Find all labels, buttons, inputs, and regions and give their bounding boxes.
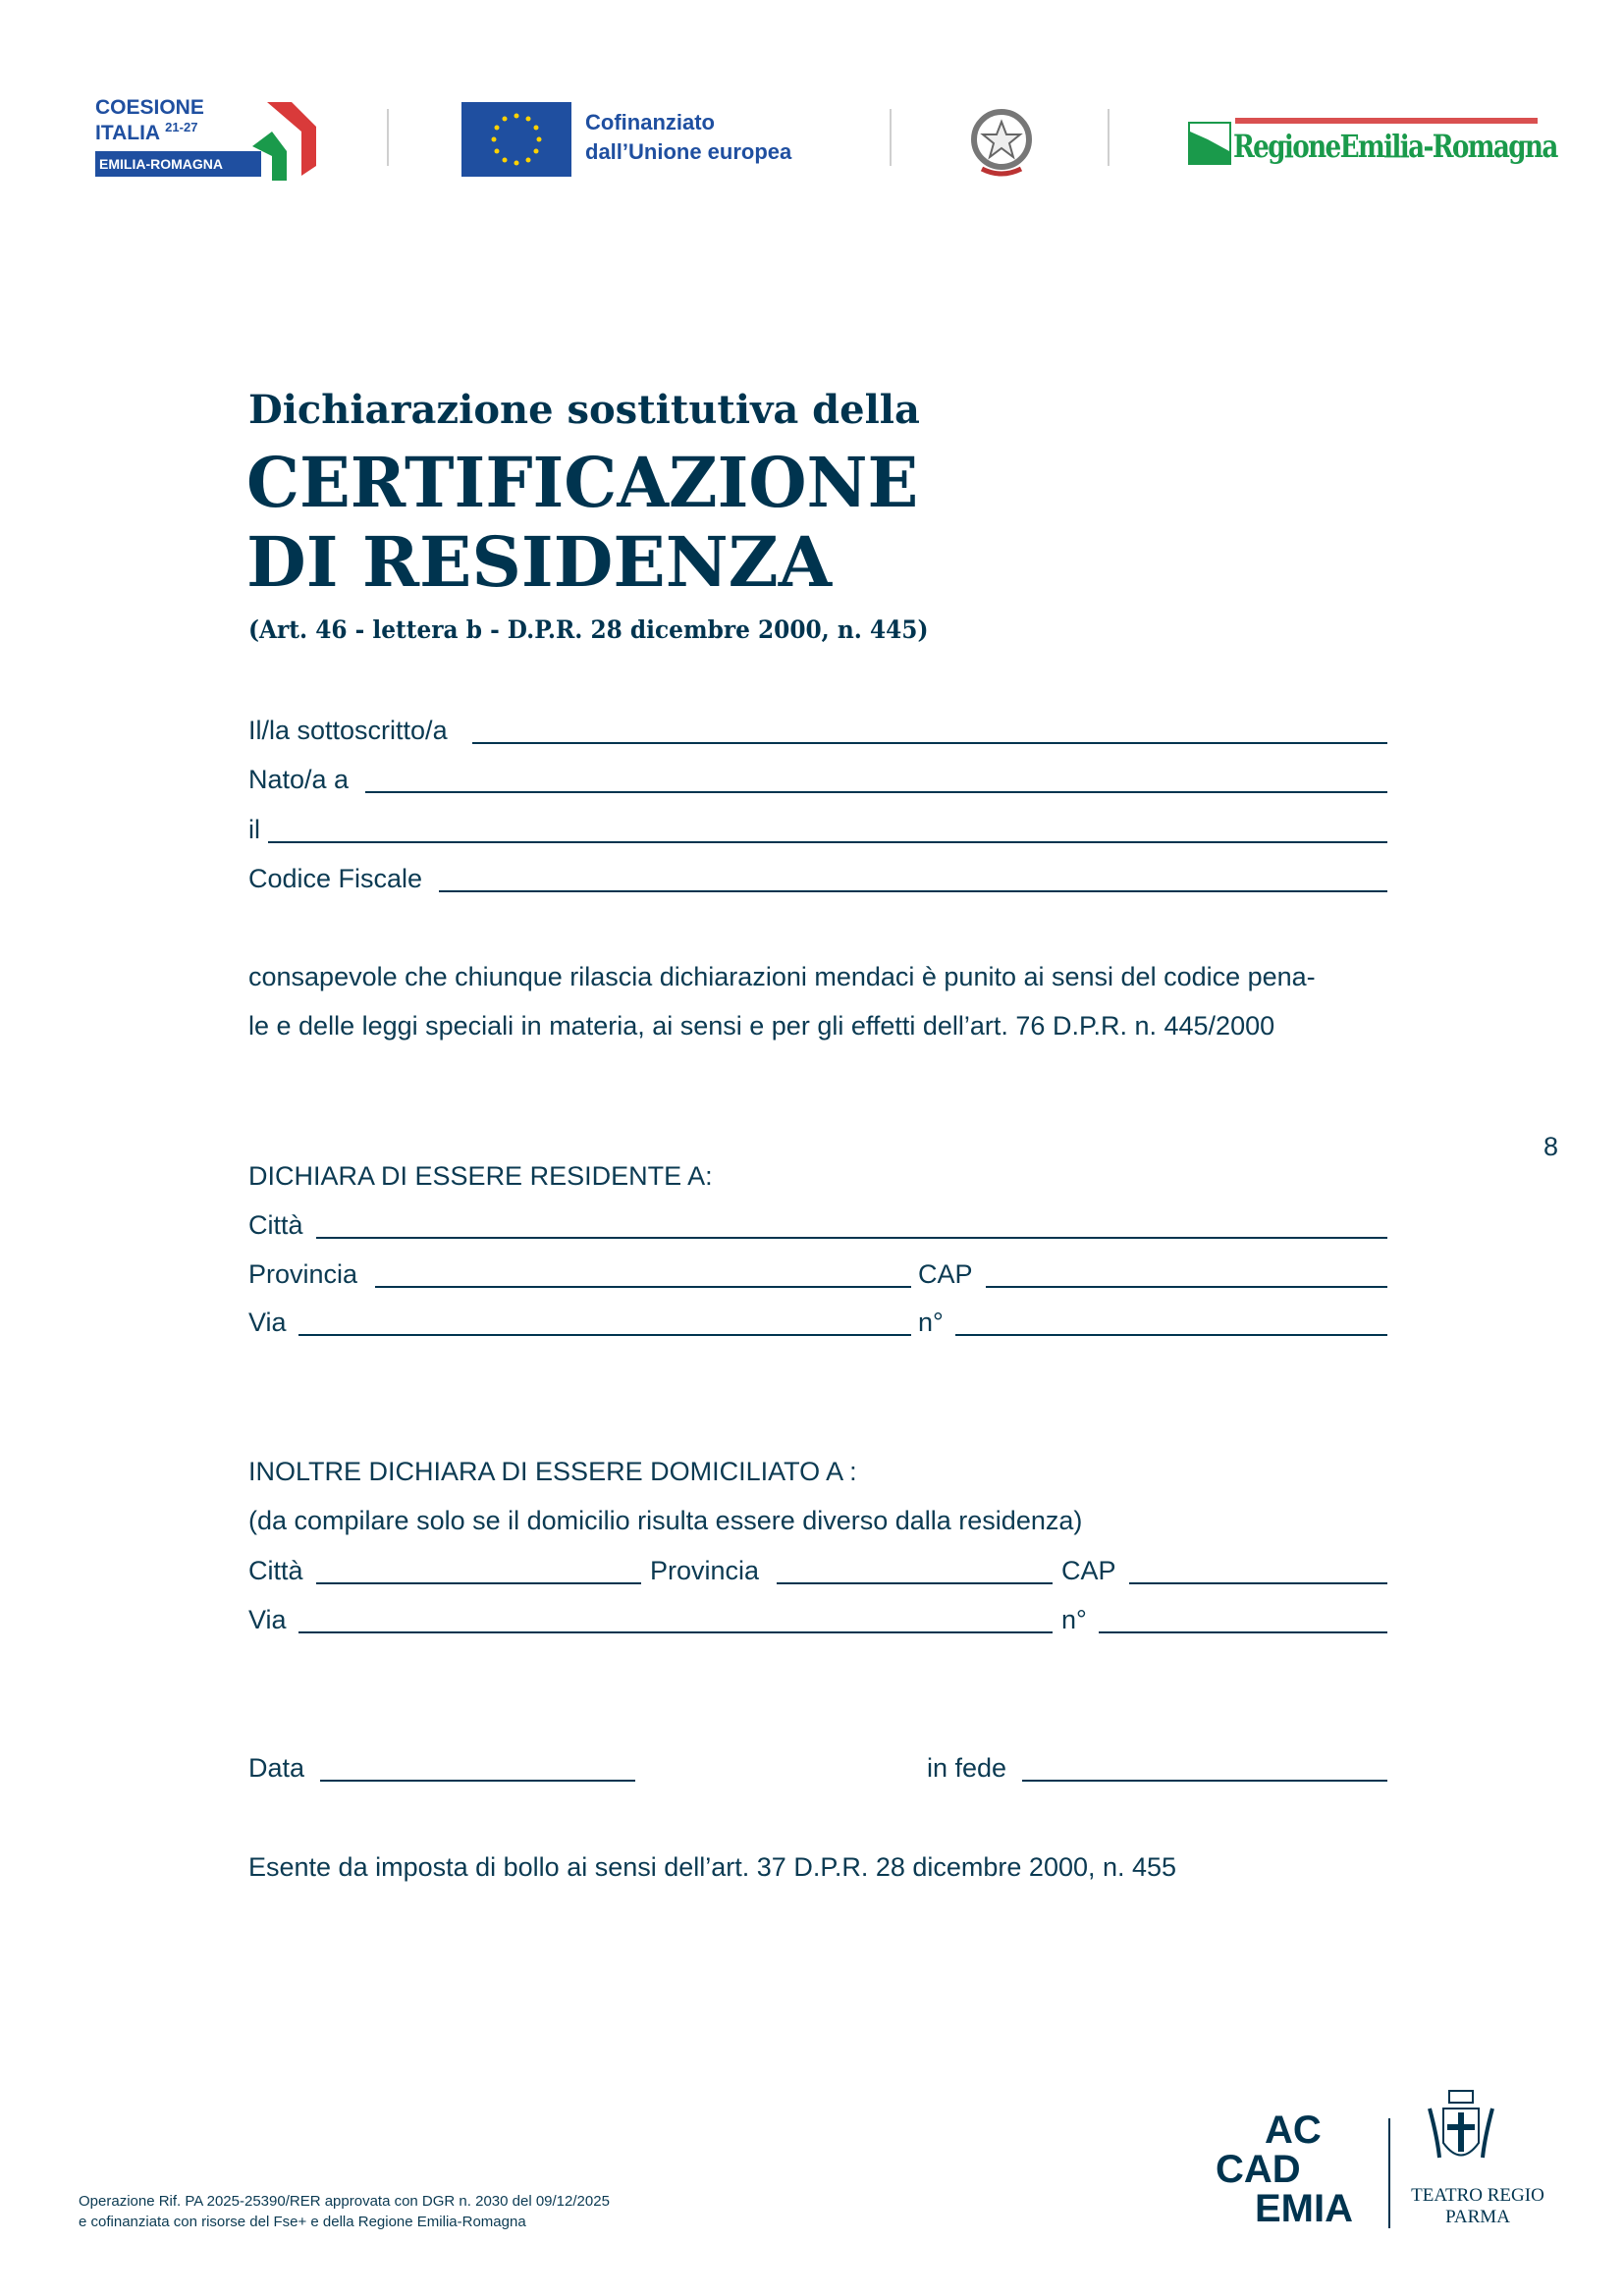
awareness-line1: consapevole che chiunque rilascia dichiarazioni mendaci è punito ai sensi del codice pena- xyxy=(248,962,1316,991)
divider xyxy=(1388,2118,1390,2228)
logo-eu: Cofinanziato dall’Unione europea xyxy=(461,102,825,177)
document-title-line2: DI RESIDENZA xyxy=(246,521,833,603)
field-dom-province[interactable] xyxy=(777,1582,1053,1584)
field-name[interactable] xyxy=(472,742,1387,744)
field-res-province[interactable] xyxy=(375,1286,911,1288)
domicile-note: (da compilare solo se il domicilio risulta essere diverso dalla residenza) xyxy=(248,1506,1083,1535)
footer-note: Operazione Rif. PA 2025-25390/RER approvata con DGR n. 2030 del 09/12/2025 e cofinanziata con risorse del Fse+ e della Regione Emilia-Romagna xyxy=(79,2193,610,2230)
divider xyxy=(890,109,892,166)
label-res-city: Città xyxy=(248,1210,303,1240)
divider xyxy=(1108,109,1110,166)
divider xyxy=(387,109,389,166)
label-res-number: n° xyxy=(918,1308,944,1337)
label-dom-street: Via xyxy=(248,1605,287,1634)
coesione-arrows-icon xyxy=(243,102,316,181)
field-res-city[interactable] xyxy=(316,1237,1387,1239)
label-dom-province: Provincia xyxy=(650,1556,760,1585)
logo-coesione-italia: COESIONE ITALIA $^{21-27}$ EMILIA-ROMAGNA xyxy=(95,98,316,181)
label-name: Il/la sottoscritto/a xyxy=(248,716,448,745)
legal-reference: (Art. 46 - lettera b - D.P.R. 28 dicembre 2000, n. 445) xyxy=(248,615,929,644)
awareness-line2: le e delle leggi speciali in materia, ai sensi e per gli effetti dell’art. 76 D.P.R. n. 445/2000 xyxy=(248,1011,1275,1041)
label-in-faith: in fede xyxy=(927,1753,1007,1783)
field-dom-street[interactable] xyxy=(298,1631,1053,1633)
document-title-line1: CERTIFICAZIONE xyxy=(246,442,919,523)
logo-regione-emilia-romagna: RegioneEmilia-Romagna xyxy=(1188,116,1542,171)
field-signature[interactable] xyxy=(1022,1780,1387,1782)
label-born-on: il xyxy=(248,815,260,844)
label-dom-number: n° xyxy=(1061,1605,1087,1634)
field-dom-city[interactable] xyxy=(316,1582,641,1584)
teatro-regio-text: TEATRO REGIO PARMA xyxy=(1411,2185,1544,2227)
page-number: 8 xyxy=(1543,1132,1559,1161)
logo-accademia: AC CAD EMIA xyxy=(1216,2109,1353,2230)
field-born-on[interactable] xyxy=(268,841,1387,843)
label-res-street: Via xyxy=(248,1308,287,1337)
regione-flag-icon xyxy=(1188,122,1231,165)
label-res-province: Provincia xyxy=(248,1259,358,1289)
document-subtitle: Dichiarazione sostitutiva della xyxy=(248,387,920,433)
field-tax-code[interactable] xyxy=(439,890,1387,892)
eu-flag-icon xyxy=(461,102,571,177)
teatro-regio-crest-icon xyxy=(1422,2089,1500,2177)
label-tax-code: Codice Fiscale xyxy=(248,864,423,893)
label-dom-cap: CAP xyxy=(1061,1556,1116,1585)
field-res-street[interactable] xyxy=(298,1334,911,1336)
label-date: Data xyxy=(248,1753,305,1783)
field-dom-cap[interactable] xyxy=(1129,1582,1387,1584)
label-dom-city: Città xyxy=(248,1556,303,1585)
field-dom-number[interactable] xyxy=(1099,1631,1387,1633)
field-res-number[interactable] xyxy=(955,1334,1387,1336)
italian-republic-emblem-icon xyxy=(967,102,1036,179)
residence-heading: DICHIARA DI ESSERE RESIDENTE A: xyxy=(248,1161,713,1191)
coesione-text: COESIONE ITALIA $^{21-27}$ xyxy=(95,96,204,144)
field-res-cap[interactable] xyxy=(986,1286,1387,1288)
field-date[interactable] xyxy=(320,1780,635,1782)
domicile-heading: INOLTRE DICHIARA DI ESSERE DOMICILIATO A : xyxy=(248,1457,857,1486)
label-res-cap: CAP xyxy=(918,1259,973,1289)
field-born-at[interactable] xyxy=(365,791,1387,793)
exemption-note: Esente da imposta di bollo ai sensi dell’art. 37 D.P.R. 28 dicembre 2000, n. 455 xyxy=(248,1852,1177,1882)
label-born-at: Nato/a a xyxy=(248,765,350,794)
